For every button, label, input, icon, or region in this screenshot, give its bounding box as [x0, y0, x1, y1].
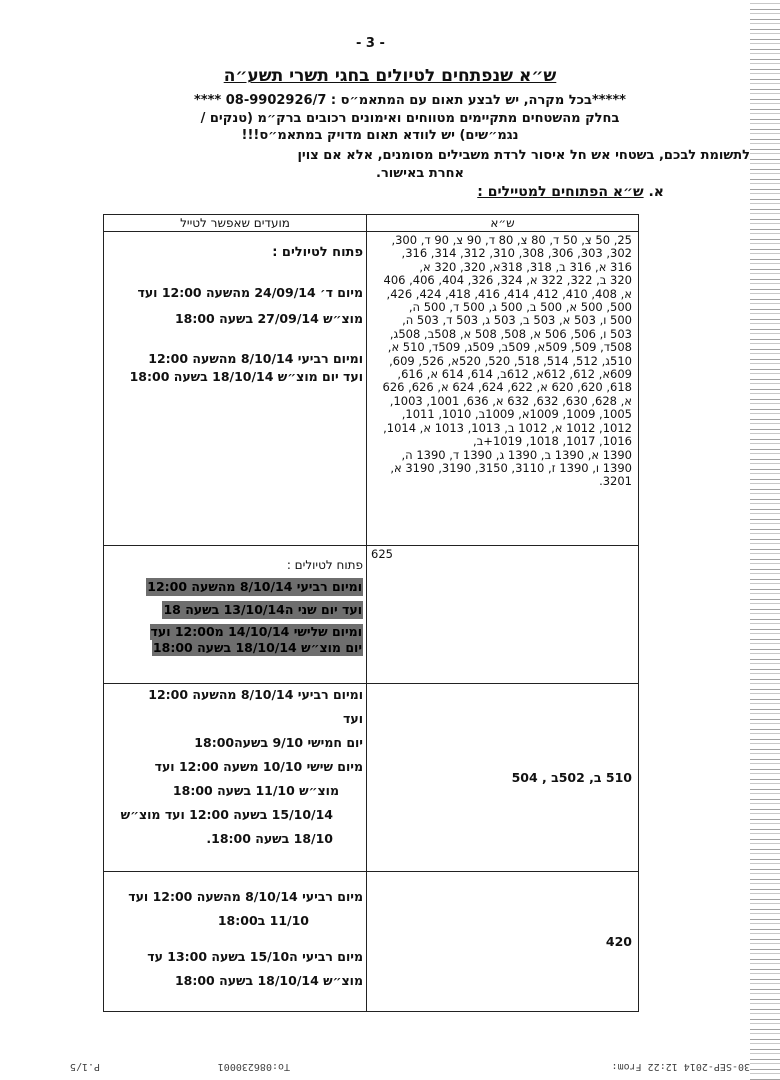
- sa-list-line: 1012, 1012 א, 1012 ב, 1013, 1013 א, 1014,: [383, 420, 632, 435]
- notice-line: לתשומת לבכם, בשטחי אש חל איסור לרדת משבילים מסומנים, אלא אם צוין: [297, 148, 750, 163]
- date-line: מוצ״ש 11/10 בשעה 18:00: [172, 783, 339, 798]
- dates-cell: [104, 684, 367, 872]
- sa-list-line: 609א, 612, 612א, 612ב, 614, 614 א, 616,: [397, 367, 632, 382]
- fax-header-to: To:086230001: [217, 1061, 290, 1072]
- sa-cell: [367, 872, 639, 1012]
- date-line: מיום רביעי ה15/10 בשעה 13:00 עד: [147, 949, 363, 964]
- dates-cell: [104, 232, 367, 546]
- sa-cell: [367, 684, 639, 872]
- date-line: ומיום רביעי 8/10/14 מהשעה 12:00: [148, 351, 363, 366]
- open-label: פתוח לטיולים :: [286, 558, 363, 572]
- date-line: מוצ״ש 27/09/14 בשעה 18:00: [174, 311, 363, 326]
- table-header-row: [104, 215, 639, 232]
- sa-list-line: 3201.: [599, 474, 632, 489]
- sa-list-line: 503 ו, 506, 506 א, 508, 508 א, 508ב, 508ג,: [389, 326, 632, 341]
- sa-list-line: 510ג, 512, 514, 518, 520, 520א, 526, 609,: [389, 353, 632, 368]
- sa-list-line: 25, 50 צ, 50 ד, 80 צ, 80 ד, 90 צ, 90 ד, 300,: [391, 233, 632, 247]
- sa-list-line: 1005, 1009, 1009א, 1009ב, 1010, 1011,: [401, 407, 632, 422]
- sa-list-line: 618, 620, 620 א, 622, 624, 624 א, 626, 626: [382, 380, 632, 395]
- section-label: ש״א הפתוחים למטיילים :: [477, 184, 644, 200]
- table-row: [104, 872, 639, 1012]
- table-row: [104, 232, 639, 546]
- scan-edge-noise: [750, 0, 780, 1080]
- date-line: ועד יום מוצ״ש 18/10/14 בשעה 18:00: [129, 369, 363, 384]
- date-line: 18/10 בשעה 18:00.: [206, 831, 333, 846]
- date-line: מוצ״ש 18/10/14 בשעה 18:00: [174, 973, 363, 988]
- page-number: - 3 -: [356, 36, 385, 51]
- fax-header-page: P.1/5: [69, 1061, 100, 1072]
- sa-list-line: 500, 500 א, 500 ב, 500 ג, 500 ד, 500 ה,: [408, 300, 632, 315]
- sa-value: 625: [371, 547, 393, 561]
- dates-cell: [104, 872, 367, 1012]
- sa-list-line: 320 ב, 322, 322 א, 324, 326, 404, 406, 406: [383, 273, 632, 288]
- table-row: [104, 546, 639, 684]
- open-label: פתוח לטיולים :: [272, 245, 363, 260]
- notice-line: נגמ״שים) יש לוודא תאום מדויק במתאמ״ס!!!: [241, 128, 519, 143]
- sa-value: 420: [605, 934, 632, 949]
- dates-cell: [104, 546, 367, 684]
- sa-list-line: 500 ו, 503 א, 503 ב, 503 ג, 503 ד, 503 ה,: [402, 313, 632, 328]
- fax-header-from: 30-SEP-2014 12:22 From:: [611, 1061, 750, 1072]
- sa-list-line: 1016, 1017, 1018, 1019+ב,: [472, 434, 632, 449]
- date-line: 11/10 ב18:00: [217, 913, 309, 928]
- date-line: ומיום רביעי 8/10/14 מהשעה 12:00: [148, 687, 363, 702]
- sa-list-line: א, 408, 410, 412, 414, 416, 418, 424, 426,: [386, 286, 632, 301]
- sa-value: 510 ב, 502ב , 504: [511, 770, 632, 785]
- date-line: מיום ד׳ 24/09/14 מהשעה 12:00 ועד: [137, 285, 363, 300]
- table-row: [104, 684, 639, 872]
- date-line: יום חמישי 9/10 בשעה18:00: [194, 735, 363, 750]
- redacted-date-line: ועד יום שני ה13/10/14 בשעה 18: [163, 602, 362, 617]
- sa-list-line: 1390 א, 1390 ב, 1390 ג, 1390 ד, 1390 ה,: [401, 447, 632, 462]
- date-line: 15/10/14 בשעה 12:00 ועד מוצ״ש: [120, 807, 333, 822]
- redacted-date-line: ומיום שלישי 14/10/14 מ12:00 ועד: [150, 624, 362, 639]
- redacted-date-line: ומיום רביעי 8/10/14 מהשעה 12:00: [147, 579, 362, 594]
- sa-list-line: 302, 303, 306, 308, 310, 312, 314, 316,: [401, 246, 632, 261]
- page-title: ש״א שנפתחים לטיולים בחגי תשרי תשע״ה: [223, 66, 557, 86]
- section-letter: א.: [648, 184, 664, 200]
- date-line: ועד: [343, 711, 363, 726]
- redacted-date-line: יום מוצ״ש 18/10/14 בשעה 18:00: [152, 640, 362, 655]
- sa-cell: [367, 546, 639, 684]
- section-heading: [477, 184, 664, 200]
- header-sa: ש״א: [367, 215, 639, 232]
- sa-list-line: 508ד, 509, 509א, 509ב, 509ג, 509ד, 510 א,: [387, 340, 632, 355]
- sa-list-line: א, 628, 630, 632, 632 א, 636, 1001, 1003,: [389, 393, 632, 408]
- notice-line: *****בכל מקרה, יש לבצע תאום עם המתאמ״ס : 08-9902926/7 ****: [194, 93, 626, 108]
- notice-line: בחלק מהשטחים מתקיימים מטווחים ואימונים רכובים ברק״מ (טנקים /: [200, 111, 620, 126]
- date-line: מיום רביעי 8/10/14 מהשעה 12:00 ועד: [128, 889, 363, 904]
- notice-line: אחרת באישור.: [376, 166, 464, 181]
- date-line: מיום שישי 10/10 משעה 12:00 ועד: [154, 759, 363, 774]
- sa-cell: [367, 232, 639, 546]
- header-dates: מועדים שאפשר לטייל: [104, 215, 367, 232]
- sa-list: [367, 232, 638, 489]
- trails-table: [103, 214, 639, 1012]
- sa-list-line: 1390 ו, 1390 ז, 3110, 3150, 3190, 3190 א,: [390, 460, 632, 475]
- sa-list-line: 316 א, 316 ב, 318, 318א, 320, 320 א,: [419, 259, 632, 274]
